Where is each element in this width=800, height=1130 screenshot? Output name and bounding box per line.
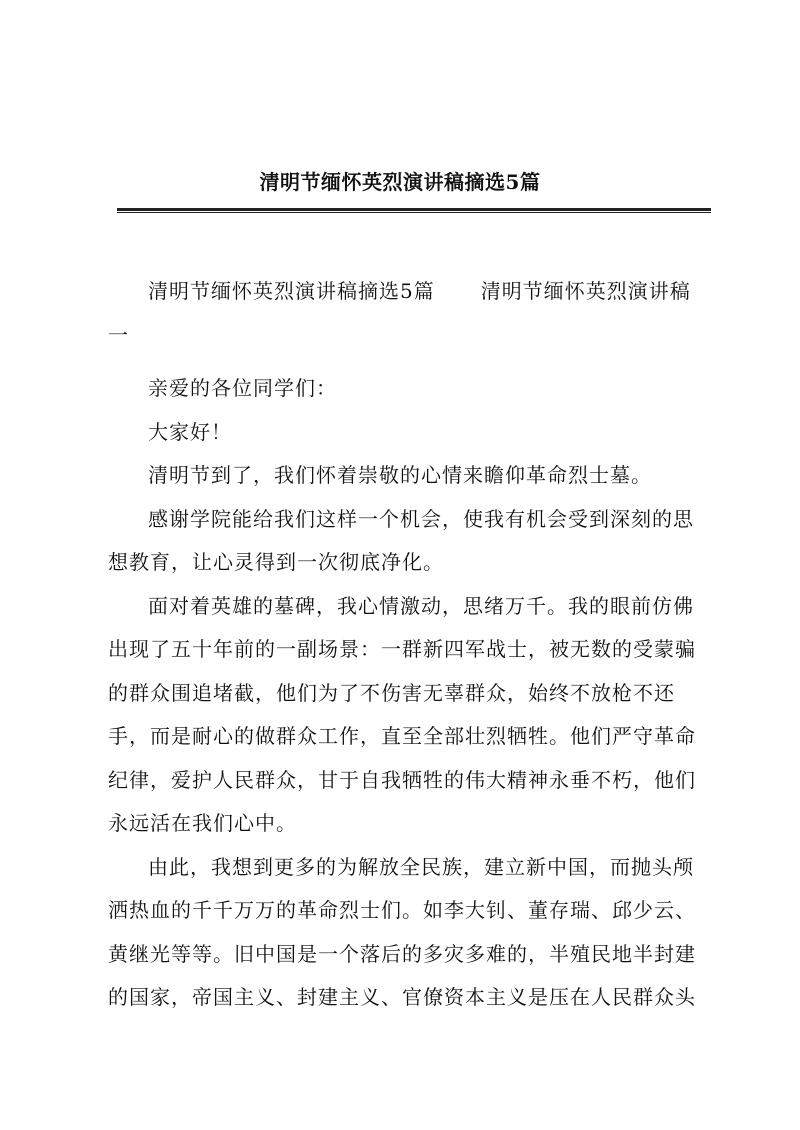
paragraph-line: 手，而是耐心的做群众工作，直至全部壮烈牺牲。他们严守革命	[108, 724, 696, 748]
hello-line: 大家好！	[148, 419, 232, 444]
title-divider	[117, 208, 711, 213]
paragraph-line: 清明节到了，我们怀着崇敬的心情来瞻仰革命烈士墓。	[148, 463, 652, 487]
document-title: 清明节缅怀英烈演讲稿摘选5篇	[259, 170, 541, 194]
hello-paragraph	[108, 411, 713, 455]
paragraph-line: 的国家，帝国主义、封建主义、官僚资本主义是压在人民群众头	[108, 985, 696, 1009]
paragraph-line: 的群众围追堵截，他们为了不伤害无辜群众，始终不放枪不还	[108, 680, 675, 705]
paragraph-2	[108, 498, 713, 585]
heading-line-2: 一	[108, 322, 129, 347]
paragraph-4	[108, 846, 713, 1020]
heading-part-b: 清明节缅怀英烈演讲稿	[480, 279, 691, 303]
paragraph-line: 洒热血的千千万万的革命烈士们。如李大钊、董存瑞、邱少云、	[108, 898, 696, 922]
paragraph-line: 黄继光等等。旧中国是一个落后的多灾多难的，半殖民地半封建	[108, 941, 696, 966]
paragraph-1	[108, 454, 713, 498]
paragraph-line: 想教育，让心灵得到一次彻底净化。	[108, 550, 444, 574]
paragraph-line: 感谢学院能给我们这样一个机会，使我有机会受到深刻的思	[148, 506, 694, 531]
paragraph-line: 纪律，爱护人民群众，甘于自我牺牲的伟大精神永垂不朽，他们	[108, 767, 696, 792]
paragraph-line: 永远活在我们心中。	[108, 811, 297, 835]
paragraph-3	[108, 585, 713, 846]
paragraph-line: 面对着英雄的墓碑，我心情激动，思绪万千。我的眼前仿佛	[148, 593, 694, 618]
heading-paragraph	[108, 270, 713, 357]
greeting-paragraph	[108, 367, 713, 411]
greeting-line: 亲爱的各位同学们：	[148, 376, 337, 400]
heading-line-1	[108, 270, 713, 314]
heading-part-a: 清明节缅怀英烈演讲稿摘选5篇	[148, 279, 435, 303]
paragraph-line: 出现了五十年前的一副场景：一群新四军战士，被无数的受蒙骗	[108, 637, 696, 661]
paragraph-line: 由此，我想到更多的为解放全民族，建立新中国，而抛头颅	[148, 854, 694, 879]
document-body	[108, 270, 713, 1020]
